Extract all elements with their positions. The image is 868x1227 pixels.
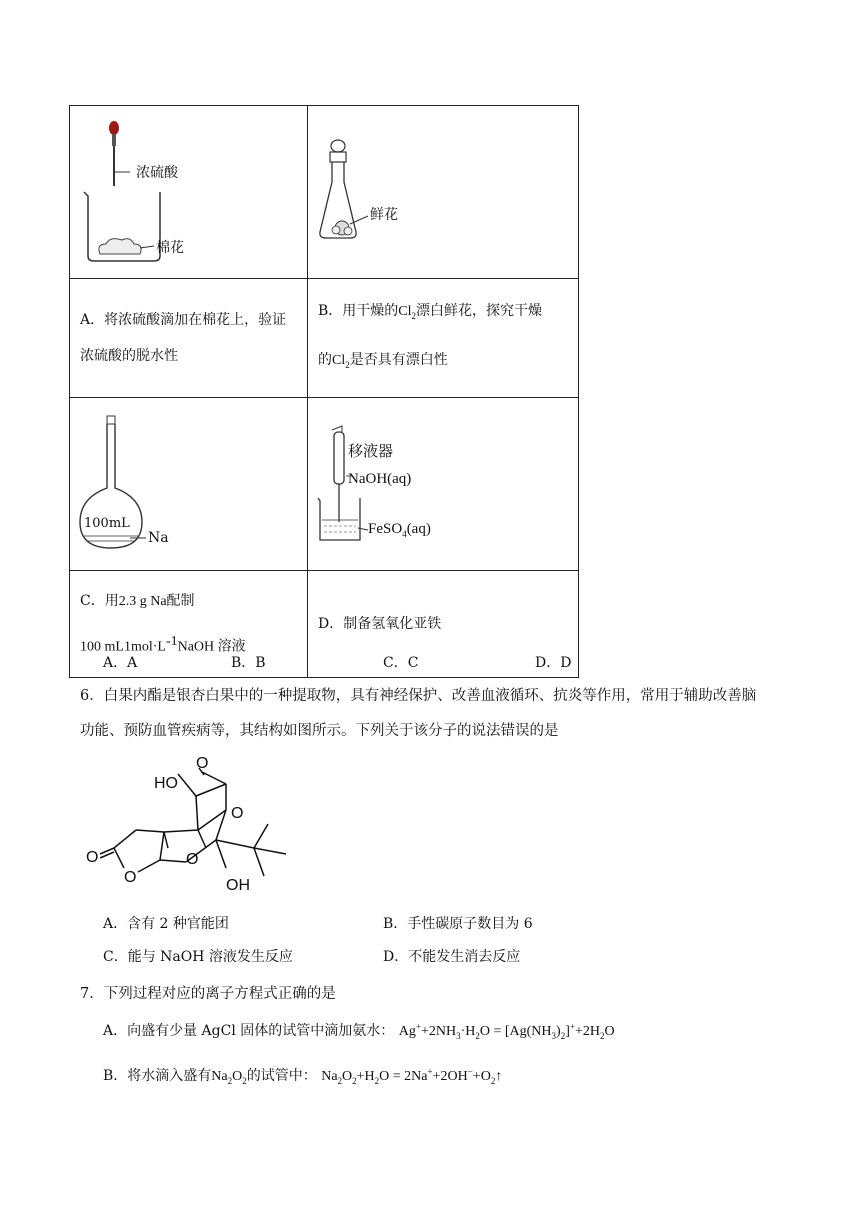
q7-a-equation: $Ag^++2NH_3\cdot H_2O = [Ag(NH_3)_2]^++2H_2O$: [398, 1021, 615, 1041]
q6-stem-line2: 功能、预防血管疾病等，其结构如图所示。下列关于该分子的说法错误的是: [80, 723, 559, 739]
struct-label-o3: O: [86, 849, 99, 866]
b-text-2: 漂白鲜花，探究干燥: [416, 303, 543, 319]
c-text-1: C．用: [80, 592, 119, 609]
q5-option-a[interactable]: A．A: [103, 655, 138, 671]
q5-option-d[interactable]: D．D: [535, 655, 572, 671]
q7-a-text: A．向盛有少量 AgCl 固体的试管中滴加氨水：: [103, 1023, 395, 1039]
struct-label-oh: OH: [226, 877, 250, 894]
b-text-1: B．用干燥的: [318, 303, 399, 319]
c-text-4: 100 mL1mol·L: [80, 639, 166, 655]
volumetric-flask-illustration: [70, 398, 307, 570]
q7-b-text: B．将水滴入盛有: [103, 1068, 212, 1084]
c-text-2: 2.3 g Na: [118, 593, 167, 609]
cell-a-image: [70, 106, 308, 279]
q7-stem: 7．下列过程对应的离子方程式正确的是: [80, 986, 336, 1002]
label-cotton: 棉花: [156, 240, 184, 256]
cell-b-image: [308, 106, 579, 279]
q6-option-a[interactable]: A．含有 2 种官能团: [103, 916, 229, 932]
experiment-table: [69, 105, 579, 678]
beaker-cotton-illustration: [70, 106, 307, 278]
label-naoh: NaOH(aq): [348, 470, 412, 487]
option-d-description: D．制备氢氧化亚铁: [318, 615, 442, 632]
c-text-3: 配制: [166, 592, 195, 609]
q6-stem-line1: 6．白果内酯是银杏白果中的一种提取物，具有神经保护、改善血液循环、抗炎等作用，常用于辅助改善脑: [80, 688, 757, 704]
b-cl2: $Cl_2$: [398, 304, 417, 321]
q5-option-b[interactable]: B．B: [231, 655, 266, 671]
label-na: Na: [148, 529, 169, 546]
label-conc-sulfuric: 浓硫酸: [136, 165, 178, 181]
cell-c-image: [70, 397, 308, 570]
b-cl2-2: $Cl_2$: [332, 352, 350, 370]
label-100ml: 100mL: [84, 515, 130, 531]
q7-option-a[interactable]: [103, 1020, 615, 1041]
q7-b-na2o2: $Na_2O_2$: [211, 1069, 247, 1086]
q7-b-equation: $Na_2O_2+H_2O$ = $2Na^++2OH^-+O_2↑$: [321, 1066, 503, 1086]
struct-label-o2: O: [231, 805, 244, 822]
cell-d-image: [308, 397, 579, 570]
q7-option-b[interactable]: [103, 1065, 502, 1086]
flask-flower-illustration: [308, 106, 578, 278]
q6-option-b[interactable]: B．手性碳原子数目为 6: [383, 916, 533, 932]
b-text-3: 的: [318, 351, 332, 368]
label-pipette: 移液器: [348, 441, 394, 460]
b-text-4: 是否具有漂白性: [349, 351, 448, 368]
label-flower: 鲜花: [370, 207, 398, 223]
option-a-description: A．将浓硫酸滴加在棉花上，验证浓硫酸的脱水性: [80, 311, 287, 364]
struct-label-o1: O: [196, 755, 209, 772]
struct-label-o5: O: [186, 851, 199, 868]
q6-option-d[interactable]: D．不能发生消去反应: [383, 949, 521, 965]
c-text-5: NaOH 溶液: [177, 639, 246, 655]
c-text-sup: -1: [165, 633, 178, 649]
ginkgolide-structure: [78, 750, 298, 900]
q6-option-c[interactable]: C．能与 NaOH 溶液发生反应: [103, 949, 293, 965]
q5-option-c[interactable]: C．C: [383, 655, 419, 671]
cell-a-text: [70, 279, 308, 398]
q7-b-text-2: 的试管中：: [246, 1068, 317, 1084]
cell-b-text: [308, 279, 579, 398]
label-feso4: FeSO$_4$(aq): [368, 520, 431, 539]
struct-label-ho: HO: [154, 775, 178, 792]
struct-label-o4: O: [124, 869, 137, 886]
